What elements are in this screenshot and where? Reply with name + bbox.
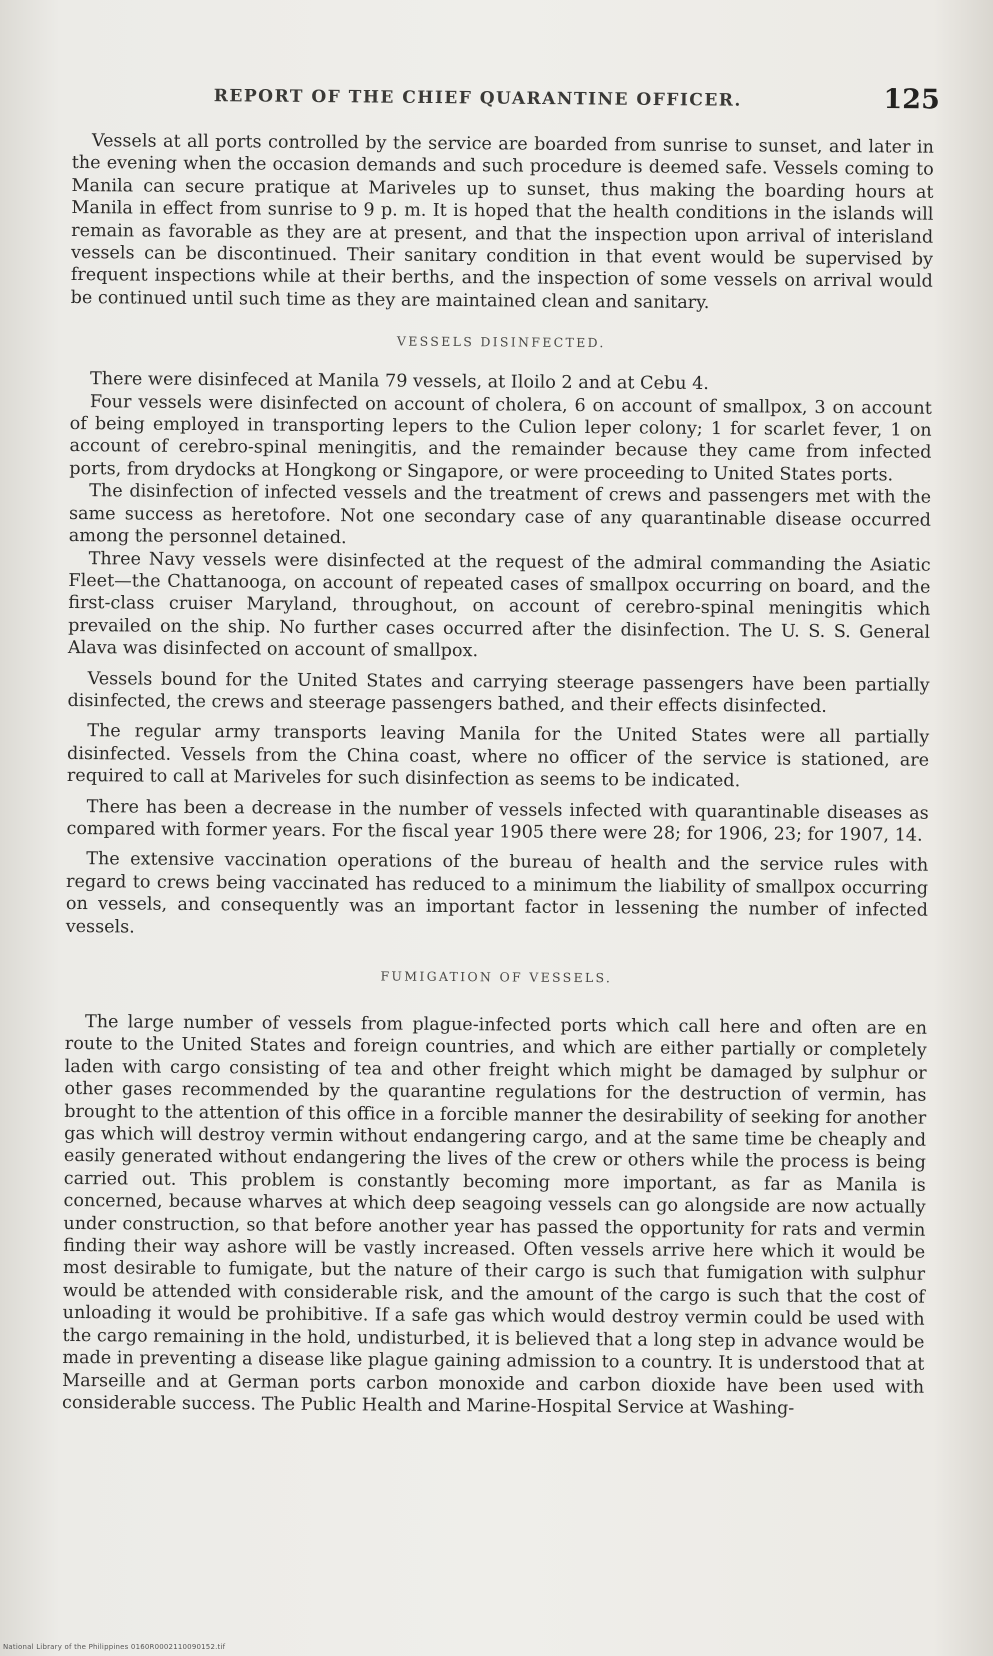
page-header (200, 78, 940, 124)
page-number: 125 (883, 83, 940, 116)
paragraph: Four vessels were disinfected on account of cholera, 6 on account of smallpox, 3 on account of being employed in transporting lepers to the Culion leper colony; 1 for scarlet fever, 1 on account of cerebro-spinal meningitis, and the remainder because they came from infected ports, from drydocks at Hongkong or Singapore, or were proceeding to United States ports. (69, 391, 932, 486)
running-head: REPORT OF THE CHIEF QUARANTINE OFFICER. (213, 86, 742, 111)
paragraph: The large number of vessels from plague-infected ports which call here and often are en route to the United States and foreign countries, and which are either partially or completely laden with cargo consisting of tea and other freight which might be damaged by sulphur or other gases recommended by the quarantine regulations for the destruction of vermin, has brought to the attention of this office in a forcible manner the desirability of seeking for another gas which will destroy vermin without endangering cargo, and at the same time be cheaply and easily generated without endangering the lives of the crew or others while the process is being carried out. This problem is constantly becoming more important, as far as Manila is concerned, because wharves at which deep seagoing vessels can go alongside are now actually under construction, so that before another year has passed the opportunity for rats and vermin finding their way ashore will be vastly increased. Often vessels arrive here which it would be most desirable to fumigate, but the nature of their cargo is such that fumigation with sulphur would be attended with considerable risk, and the amount of the cargo is such that the cost of unloading it would be prohibitive. If a safe gas which would destroy vermin could be used with the cargo remaining in the hold, undisturbed, it is believed that a long step in advance would be made in preventing a disease like plague gaining admission to a country. It is understood that at Marseille and at German ports carbon monoxide and carbon dioxide have been used with considerable success. The Public Health and Marine-Hospital Service at Washing- (61, 1012, 928, 1419)
paragraph: Vessels bound for the United States and carrying steerage passengers have been partially disinfected, the crews and steerage passengers bathed, and their effects disinfected. (67, 668, 930, 717)
paragraph: There has been a decrease in the number of vessels infected with quarantinable diseases as compared with former years. For the fiscal year 1905 there were 28; for 1906, 23; for 1907, 14. (66, 796, 929, 846)
paragraph: Vessels at all ports controlled by the service are boarded from sunrise to sunset, and later in the evening when the occasion demands and such procedure is deemed safe. Vessels coming to Manila can secure pratique at Mariveles up to sunset, thus making the boarding hours at Manila in effect from sunrise to 9 p. m. It is hoped that the health conditions in the islands will remain as favorable as they are at present, and that the inspection upon arrival of interisland vessels can be discontinued. Their sanitary condition in that event would be supervised by frequent inspections while at their berths, and the inspection of some vessels on arrival would be continued until such time as they are maintained clean and sanitary. (70, 131, 934, 313)
paragraph: The regular army transports leaving Manila for the United States were all partially disinfected. Vessels from the China coast, where no officer of the service is stationed, are required to call at Mariveles for such disinfection as seems to be indicated. (66, 721, 930, 792)
scan-footer-note: National Library of the Philippines 0160R0002110090152.tif (3, 1643, 226, 1651)
section-heading-fumigation: FUMIGATION OF VESSELS. (380, 968, 613, 986)
paragraph: Three Navy vessels were disinfected at the request of the admiral commanding the Asiatic Fleet—the Chattanooga, on account of repeated cases of smallpox occurring on board, and the first-class cruiser Maryland, throughout, on account of cerebro-spinal meningitis which prevailed on the ship. No further cases occurred after the disinfection. The U. S. S. General Alava was disinfected on account of smallpox. (67, 548, 931, 662)
paragraph: The extensive vaccination operations of the bureau of health and the service rules with regard to crews being vaccinated has reduced to a minimum the liability of smallpox occurring on vessels, and consequently was an important factor in lessening the number of infected vessels. (65, 849, 929, 938)
section-heading-vessels-disinfected: VESSELS DISINFECTED. (396, 333, 606, 351)
body-text (62, 130, 934, 1421)
paragraph: There were disinfeced at Manila 79 vessels, at Iloilo 2 and at Cebu 4. (89, 369, 709, 395)
paragraph: The disinfection of infected vessels and the treatment of crews and passengers met with the same success as heretofore. Not one secondary case of any quarantinable disease occurred among the personnel detained. (68, 481, 932, 549)
